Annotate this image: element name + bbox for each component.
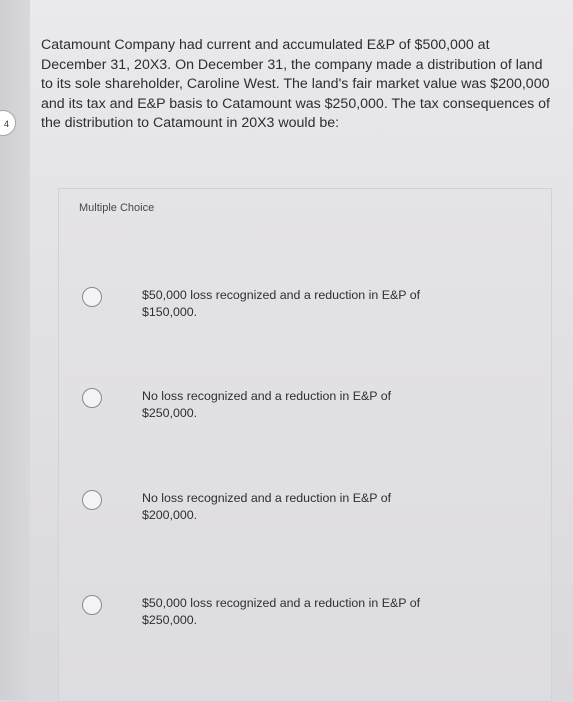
question-text: Catamount Company had current and accumulated E&P of $500,000 at December 31, 20X3. On December 31, the company made a distribution of land to its sole shareholder, Caroline West. The land's fair market value was $200,000 and its tax and E&P basis to Catamount was $250,000. The tax consequences of the distribution to Catamount in 20X3 would be:	[41, 37, 550, 132]
radio-button[interactable]	[82, 490, 102, 510]
answer-option-text: No loss recognized and a reduction in E&P of $200,000.	[142, 491, 392, 522]
question-number-badge: 4	[0, 110, 16, 136]
answer-option-1[interactable]	[82, 287, 462, 337]
radio-button[interactable]	[82, 595, 102, 615]
radio-button[interactable]	[82, 388, 102, 408]
radio-button[interactable]	[82, 287, 102, 307]
answer-option-text: $50,000 loss recognized and a reduction in E&P of $250,000.	[142, 596, 421, 627]
answer-option-2[interactable]	[82, 388, 462, 438]
answer-option-3[interactable]	[82, 490, 462, 540]
answer-option-4[interactable]	[82, 595, 462, 645]
answer-option-text: $50,000 loss recognized and a reduction in E&P of $150,000.	[142, 288, 421, 319]
left-rail	[0, 0, 30, 700]
answer-option-text: No loss recognized and a reduction in E&P of $250,000.	[142, 389, 392, 420]
multiple-choice-label: Multiple Choice	[79, 202, 155, 214]
cutoff-header-text	[40, 0, 540, 6]
